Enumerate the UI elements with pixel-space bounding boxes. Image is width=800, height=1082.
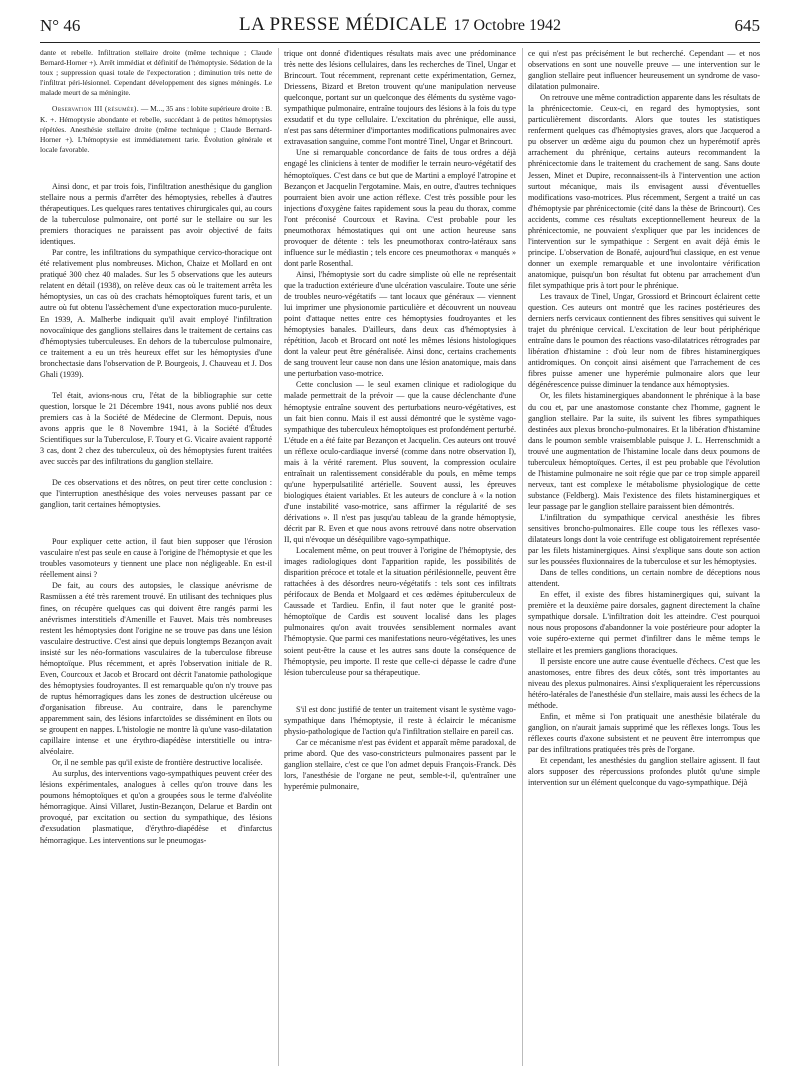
observation-continued: dante et rebelle. Infiltration stellaire droite (même technique ; Claude Bernard-Horner +). Arrêt immédiat et définitif de l'hémoptysie. Sédation de la toux ; suppression quasi totale de l'expectoration ; diminution très nette de l'infiltrat péri-lésionnel. Cependant développement des signes méningés. Le malade meurt de sa méningite. [40, 48, 272, 98]
observation-text: — M..., 35 ans : lobite supérieure droite : B. K. +. Hémoptysie abondante et rebelle, succédant à de petites hémoptysies répétées. Anesthésie stellaire droite (même technique ; Claude Bernard-Horner +). L'hémoptysie est immédiatement tarie. Évolution générale et locale favorable. [40, 104, 272, 154]
paragraph: De fait, au cours des autopsies, le classique anévrisme de Rasmüssen a été très rarement trouvé. En utilisant des techniques plus fines, on récupère quelques cas qui doivent être rangés parmi les anévrismes interstitiels d'Amenille et Fauvet. Mais très nombreuses restent les hémoptysies dont l'origine ne se trouve pas dans une lésion vasculaire destructive. C'est ainsi que depuis longtemps Bezançon avait insisté sur les néo-formations vasculaires de la tuberculose fibreuse hémoptoïque. Plus récemment, et après l'observation initiale de R. Even, Courcoux et Jacob et Brocard ont décrit l'anatomie pathologique des hémoptysies foudroyantes. Il est remarquable qu'on n'y trouve pas de ruptus hémorragiques dans les zones de destruction ulcéreuse ou d'organisation fibreuse. Au contraire, dans le parenchyme apparemment sain, des lésions infarctoïdes se disséminent en îlots ou se groupent en nappes. L'histologie ne montre là qu'une vaso-dilatation capillaire intense et une érythro-diapédèse interstitielle ou intra-alvéolaire. [40, 581, 272, 757]
text-column-middle [284, 48, 516, 1066]
paragraph: On retrouve une même contradiction apparente dans les résultats de la phrénicectomie. Ceux-ci, en regard des hymoptysies, sont particulièrement discordants. Alors que toutes les statistiques renferment quelques cas d'hémoptysies graves, alors que Jacquerod a pu observer un œdème aigu du poumon chez un hyperémotif après arrachement du phrénique, certains auteurs recommandent la phrénicectomie dans le traitement du crachement de sang. Sans doute Jessen, Minet et Dupire, reconnaissent-ils à l'intervention une action surtout mécanique, mais ils envisagent aussi d'éventuelles modifications vaso-motrices. Plus récemment, Sergent a traité un cas d'hémoptysie par phrénicectomie (cité dans la thèse de Brincourt). Ces accidents, comme ces résultats exceptionnellement heureux de la phrénicectomie, ne pouvaient s'expliquer que par les incidences de l'intervention sur le sympathique : Sergent en avait déjà émis le principe. L'observation de Bonafé, aujourd'hui classique, en est venue donner un exemple remarquable et une involontaire vérification anatomique, puisqu'un bon résultat fut obtenu par arrachement d'un filet sympathique pris à tort pour le phrénique. [528, 93, 760, 290]
paragraph: Et cependant, les anesthésies du ganglion stellaire agissent. Il faut alors supposer des répercussions profondes plutôt qu'une simple intervention sur un élément quelconque du vago-sympathique. Déjà [528, 756, 760, 788]
paragraph: Car ce mécanisme n'est pas évident et apparaît même paradoxal, de prime abord. Que des vaso-constricteurs pulmonaires passent par le ganglion stellaire, c'est ce que l'on admet depuis François-Franck. Dès lors, l'anesthésie de l'organe ne peut, semble-t-il, qu'entraîner une hyperémie pulmonaire, [284, 737, 516, 791]
column-rule [278, 48, 279, 1066]
paragraph: L'infiltration du sympathique cervical anesthésie les fibres sensitives broncho-pulmonaires. Elle coupe tous les réflexes vaso-dilatateurs longs dont la voie centrifuge est obligatoirement représentée par les filets histaminergiques. Ainsi s'explique sans doute son action sur les poussées fluxionnaires de la tuberculose et sur les hémoptysies. [528, 512, 760, 567]
paragraph: Par contre, les infiltrations du sympathique cervico-thoracique ont été relativement plus nombreuses. Michon, Chaize et Mollard en ont pratiqué 300 chez 40 malades. Sur les 5 observations que les auteurs relatent en détail (1938), on relève deux cas où le traitement arrêta les hémoptysies, un cas où des crachats hémoptoïques furent taris, et un autre où fut obtenu l'assèchement d'une expectoration muco-purulente. En 1939, A. Malherbe indiquait qu'il avait employé l'infiltration novocaïnique des ganglions stellaires dans le traitement de certains cas d'hémoptysies tuberculeuses. En dehors de la tuberculose pulmonaire, ce traitement a eu un très heureux effet sur les hémoptysies d'une bronchectasie dans l'observation de P. Bourgeois, J. Chauveau et J. Dos Ghali (1939). [40, 248, 272, 379]
column-rule [522, 48, 523, 1066]
paragraph: Localement même, on peut trouver à l'origine de l'hémoptysie, des images radiologiques dont l'apparition rapide, les possibilités de disparition précoce et totale et la situation périlésionnelle, peuvent être rattachées à des désordres neuro-végétatifs : tels sont ces infiltrats périfocaux de Benda et Molgaard et ces œdèmes épituberculeux de Caussade et Tardieu. Enfin, il faut noter que le granité post-hémoptoïque de Cardis est souvent localisé dans les plages pulmonaires qu'on avait trouvées sensiblement normales avant l'hémoptysie. Que parmi ces manifestations neuro-végétatives, les unes soient peut-être la cause et les autres sans doute la conséquence de l'hémoptysie, peu importe. Il reste que celle-ci dépasse le cadre d'une lésion tuberculeuse pour sa thérapeutique. [284, 546, 516, 677]
paragraph: S'il est donc justifié de tenter un traitement visant le système vago-sympathique dans l'hémoptysie, il reste à éclaircir le mécanisme physio-pathologique de l'action qu'a l'infiltration stellaire en pareil cas. [284, 704, 516, 736]
paragraph: Cette conclusion — le seul examen clinique et radiologique du malade permettrait de la prévoir — que la cause déclenchante d'une hémoptysie entraîne souvent des perturbations neuro-végétatives, est un fait bien connu. Mais il est aussi démontré que le système vago-sympathique des tuberculeux hémoptoïques est profondément perturbé. L'étude en a été faite par Bezançon et Jacquelin. Ces auteurs ont trouvé un réflexe oculo-cardiaque inversé (comme dans notre observation I), mais à la vérité rarement. Plus souvent, la compression oculaire entraînait un ralentissement considérable du pouls, en même temps qu'une hyperpulsatilité artérielle. Souvent aussi, les épreuves biologiques étaient variables. Et les auteurs de conclure à « la notion d'une instabilité vaso-motrice, sans affirmer la régularité de ses dérivations ». Il n'est pas jusqu'au tableau de la grande hémoptysie, décrit par R. Even et que nous avons retrouvé dans notre observation II, qui n'évoque un déséquilibre vago-sympathique. [284, 380, 516, 545]
paragraph: Dans de telles conditions, un certain nombre de déceptions nous attendent. [528, 568, 760, 589]
text-column-right [528, 48, 760, 1066]
issue-number: N° 46 [40, 16, 81, 35]
running-title [40, 14, 760, 36]
paragraph: Les travaux de Tinel, Ungar, Grossiord et Brincourt éclairent cette question. Ces auteurs ont montré que les racines postérieures des derniers nerfs cervicaux contiennent des fibres sensitives qui suivent le trajet du phrénique cervical. L'excitation de leur bout périphérique entraîne dans le poumon des réactions vaso-dilatatrices rétrogrades par libération d'histamine : d'où leur nom de fibres histaminergiques antidromiques. On conçoit ainsi aisément que l'arrachement de ces fibres puisse amener une hyperémie pulmonaire alors que leur dégénérescence puisse diminuer la tendance aux hémoptysies. [528, 292, 760, 390]
paragraph: Tel était, avions-nous cru, l'état de la bibliographie sur cette question, lorsque le 21 Décembre 1941, nous avons publié nos deux premiers cas à la Société de Médecine de Clermont. Depuis, nous avons appris que le 8 Novembre 1941, à la Société d'Études Scientifiques sur la Tuberculose, F. Toury et G. Vicaire avaient rapporté 3 cas, dont 2 chez des tuberculeux, où des hémoptysies furent traitées avec succès par des infiltrations du ganglion stellaire. [40, 390, 272, 467]
paragraph: Enfin, et même si l'on pratiquait une anesthésie bilatérale du ganglion, on n'aurait jamais supprimé que les réflexes longs. Tous les réflexes courts d'axone subsistent et ne peuvent être interrompus que par des infiltrations pratiquées très près de l'organe. [528, 711, 760, 754]
paragraph: ce qui n'est pas précisément le but recherché. Cependant — et nos observations en sont une nouvelle preuve — une intervention sur le ganglion stellaire peut influencer heureusement un syndrome de vaso-dilatation pulmonaire. [528, 49, 760, 92]
page-header [40, 12, 760, 43]
observation-3 [40, 104, 272, 154]
paragraph: Pour expliquer cette action, il faut bien supposer que l'érosion vasculaire n'est pas seule en cause à l'origine de l'hémoptysie et que les troubles vasomoteurs y tiennent une place non négligeable. En est-il réellement ainsi ? [40, 537, 272, 580]
paragraph: Or, les filets histaminergiques abandonnent le phrénique à la base du cou et, par une anastomose constante chez l'homme, gagnent le ganglion stellaire. Par la suite, ils suivent les fibres sympathiques destinées aux plexus broncho-pulmonaires. Et la libération d'histamine dans le poumon semble vraisemblable puisque J. L. Herrenschmidt a trouvé une augmentation de l'histamine locale dans deux poumons de tuberculeux hémoptoïques. Certes, il est peu probable que l'évolution de l'histamine pulmonaire ne soit régie que par ce trop simple appareil nerveux, tant est complexe le métabolisme physiologique de cette substance (Feldberg). Mais l'existence des filets histaminergiques et leur passage par le ganglion stellaire paraissent bien démontrés. [528, 391, 760, 511]
page-number: 645 [734, 16, 760, 35]
observation-label: Observation III (résumée). [52, 104, 140, 114]
paragraph: Au surplus, des interventions vago-sympathiques peuvent créer des lésions expérimentales, analogues à celles qu'on trouve dans les poumons hémoptoïques et qu'on a groupées sous le terme d'alvéolite hémorragique. Ainsi Villaret, Justin-Bezançon, Delarue et Bardin ont provoqué, par excitation ou section du sympathique, des lésions d'exsudation plasmatique, d'érythro-diapédèse et d'infarctus hémorragique. Les interventions sur le pneumogas- [40, 769, 272, 845]
paragraph: Ainsi, l'hémoptysie sort du cadre simpliste où elle ne représentait que la traduction extérieure d'une ulcération vasculaire. Toute une série de troubles neuro-végétatifs — tant locaux que généraux — viennent lui imprimer une physionomie particulière et découvrent un nouveau point d'attaque nettes entre ces hémoptysies foudroyantes et les hémoptysies banales. D'ailleurs, dans deux cas d'hémoptysies à répétition, Jacob et Brocard ont noté les mêmes lésions histologiques dont la valeur peut être généralisée. Ainsi donc, certains crachements de sang trouvent leur cause non dans une lésion anatomique, mais dans une perturbation vaso-motrice. [284, 269, 516, 379]
paragraph: De ces observations et des nôtres, on peut tirer cette conclusion : que l'interruption anesthésique des voies nerveuses passant par ce ganglion, tarit certaines hémoptysies. [40, 478, 272, 510]
paragraph: Ainsi donc, et par trois fois, l'infiltration anesthésique du ganglion stellaire nous a permis d'arrêter des hémoptysies, rebelles à d'autres thérapeutiques. Les quelques rares tentatives chirurgicales qui, au cours de la tuberculose pulmonaire, ont porté sur le stellaire ou sur les premiers thoraciques ne paraissent pas avoir objectivé de faits identiques. [40, 181, 272, 247]
paragraph: trique ont donné d'identiques résultats mais avec une prédominance très nette des lésions cellulaires, dans les recherches de Tinel, Ungar et Brincourt. Tout récemment, reprenant cette expérimentation, Gernez, Driessens, Bizard et Breton trouvent qu'une manipulation nerveuse quelconque, portant sur un quelconque des éléments du système vago-sympathique pulmonaire, entraîne toujours des lésions à la fois du type exsudatif et du type cellulaire. L'excitation du phrénique, elle aussi, n'est pas sans déterminer d'importantes modifications pulmonaires avec extravasation sanguine, comme l'ont montré Tinel, Ungar et Brincourt. [284, 49, 516, 147]
paragraph: Or, il ne semble pas qu'il existe de frontière destructive localisée. [52, 758, 263, 768]
journal-title: LA PRESSE MÉDICALE [238, 14, 448, 35]
text-column-left [40, 48, 272, 1066]
issue-date: 17 Octobre 1942 [453, 17, 562, 34]
paragraph: Une si remarquable concordance de faits de tous ordres a déjà engagé les cliniciens à tenter de modifier le terrain neuro-végétatif des hémoptoïques. C'est dans ce but que de Martini a employé l'atropine et Bezançon et Jacquelin l'ergotamine. Mais, en outre, d'autres techniques pourraient bien avoir une action réflexe. C'est très possible pour les injections d'oxygène faites rapidement sous la peau du thorax, comme l'ont préconisé Courcoux et Ravina. C'est probable pour les pneumothorax hémostatiques qui ont une action heureuse sans provoquer de détente : tels les pneumothorax contro-latéraux sans influence sur le médiastin ; tels encore ces pneumothorax « manqués » dont parle Rosenthal. [284, 148, 516, 268]
paragraph: Il persiste encore une autre cause éventuelle d'échecs. C'est que les anastomoses, entre fibres des deux côtés, sont très importantes au niveau des plexus pulmonaires. Ainsi s'expliqueraient les répercussions hétéro-latérales de l'anesthésie d'un stellaire, mais aussi les échecs de la méthode. [528, 656, 760, 710]
paragraph: En effet, il existe des fibres histaminergiques qui, suivant la première et la deuxième paire dorsales, gagnent directement la chaîne sympathique dorsale. L'infiltration doit les atteindre. C'est pourquoi nous nous proposons d'abandonner la voie postérieure pour adopter la voie supéro-externe qui permet d'infiltrer dans le même temps le stellaire et les premiers ganglions thoraciques. [528, 590, 760, 655]
